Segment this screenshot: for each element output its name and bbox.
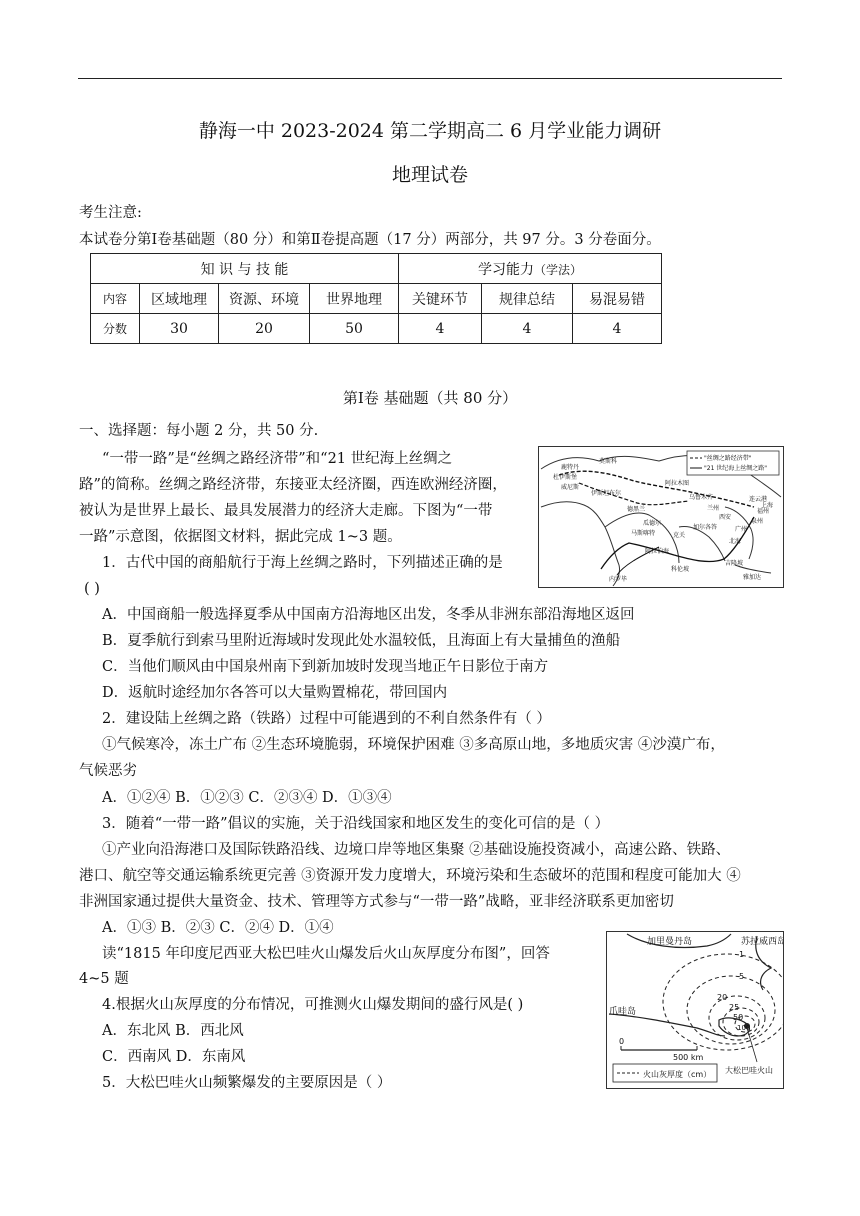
map2-place-kalimantan: 加里曼丹岛: [647, 937, 693, 947]
table-group-learning: [399, 254, 662, 284]
belt-road-map-svg: [539, 447, 783, 587]
table-row: [91, 284, 662, 314]
score-cell: 50: [310, 314, 399, 344]
q1-option-d: D．返航时途经加尔各答可以大量购置棉花，带回国内: [102, 685, 448, 701]
map2-legend: 火山灰厚度（cm）: [643, 1070, 712, 1079]
q3-items: ①产业向沿海港口及国际铁路沿线、边境口岸等地区集聚 ②基础设施投资减小，高速公路、铁路、: [102, 842, 731, 858]
score-cell: 30: [140, 314, 219, 344]
map1-place: 瓜德尔: [643, 520, 662, 527]
map1-place: 乌鲁木齐: [689, 494, 714, 501]
contour-label: 50: [733, 1013, 744, 1022]
scale-zero: 0: [619, 1037, 625, 1046]
contour-label: 25: [729, 1003, 740, 1012]
header-rule: [78, 78, 782, 79]
q1-option-a: A．中国商船一般选择夏季从中国南方沿海地区出发，冬季从非洲东部沿海地区返回: [102, 607, 635, 623]
passage1-line: “一带一路”是“丝绸之路经济带”和“21 世纪海上丝绸之: [102, 451, 453, 467]
q4-stem: 4.根据火山灰厚度的分布情况，可推测火山爆发期间的盛行风是( ): [102, 997, 524, 1013]
exam-title: 静海一中 2023-2024 第二学期高二 6 月学业能力调研: [198, 120, 662, 142]
q4-options: A．东北风 B．西北风: [102, 1023, 244, 1039]
map1-place: 伊斯坦布尔: [591, 490, 622, 497]
contour-label: 5: [739, 972, 745, 981]
passage2-line: 读“1815 年印度尼西亚大松巴哇火山爆发后火山灰厚度分布图”，回答: [102, 946, 550, 962]
q1-stem: 1．古代中国的商船航行于海上丝绸之路时，下列描述正确的是: [102, 555, 503, 571]
map1-place: 上海: [761, 502, 774, 509]
map1-place: 西安: [719, 514, 732, 521]
volcanic-ash-map: [606, 931, 784, 1089]
group-learning-label: 学习能力: [477, 261, 534, 278]
row-label-content: 内容: [91, 284, 140, 314]
notice-label: 考生注意:: [79, 205, 142, 221]
map1-place: 雅加达: [743, 574, 762, 581]
map1-place: 威尼斯: [561, 484, 580, 491]
q2-options: A．①②④ B．①②③ C．②③④ D．①③④: [102, 790, 392, 806]
map1-place: 加尔各答: [693, 524, 718, 531]
scale-500km: 500 km: [673, 1053, 704, 1062]
q3-stem: 3．随着“一带一路”倡议的实施，关于沿线国家和地区发生的变化可信的是（ ）: [102, 816, 610, 832]
contour-label: 1: [739, 950, 745, 959]
q1-blank: ( ): [84, 581, 100, 597]
section-heading: 一、选择题：每小题 2 分，共 50 分.: [79, 423, 319, 439]
score-cell: 20: [219, 314, 310, 344]
map1-place: 马斯喀特: [631, 530, 656, 537]
map1-place: 福州: [757, 508, 770, 515]
score-cell: 4: [482, 314, 573, 344]
header-cell: 关键环节: [399, 284, 482, 314]
exam-subtitle: 地理试卷: [391, 164, 468, 186]
map1-legend-sea: "21 世纪海上丝绸之路": [704, 465, 768, 472]
q5-stem: 5．大松巴哇火山频繁爆发的主要原因是（ ）: [102, 1075, 392, 1091]
map1-place: 阿拉木图: [665, 480, 690, 487]
passage1-line: 路”的简称。丝绸之路经济带，东接亚太经济圈，西连欧洲经济圈，: [79, 477, 507, 493]
map1-place: 内罗毕: [609, 576, 628, 583]
contour-label: 20: [717, 993, 728, 1002]
q3-options: A．①③ B．②③ C．②④ D．①④: [102, 920, 334, 936]
header-cell: 区域地理: [140, 284, 219, 314]
map1-place: 鹿特丹: [561, 464, 580, 471]
q2-items: ①气候寒冷，冻土广布 ②生态环境脆弱，环境保护困难 ③多高原山地，多地质灾害 ④沙漠广布，: [102, 737, 725, 753]
map1-legend-land: "丝绸之路经济带": [704, 455, 752, 462]
contour-label: 100: [737, 1024, 751, 1032]
section-title: 第Ⅰ卷 基础题（共 80 分）: [342, 389, 518, 407]
table-row: [91, 314, 662, 344]
q1-option-b: B．夏季航行到索马里附近海域时发现此处水温较低，且海面上有大量捕鱼的渔船: [102, 633, 621, 649]
map1-place: 吉隆坡: [725, 560, 744, 567]
map1-place: 克关: [673, 532, 686, 539]
header-cell: 资源、环境: [219, 284, 310, 314]
q2-stem: 2．建设陆上丝绸之路（铁路）过程中可能遇到的不利自然条件有（ ）: [102, 711, 551, 727]
passage1-line: 一路”示意图，依据图文材料，据此完成 1~3 题。: [79, 529, 402, 545]
map1-place: 兰州: [707, 505, 720, 512]
volcanic-ash-map-svg: [607, 932, 783, 1088]
map1-place: 莫斯科: [599, 458, 618, 465]
q3-items: 非洲国家通过提供大量资金、技术、管理等方式参与“一带一路”战略，亚非经济联系更加密切: [79, 894, 674, 910]
table-group-knowledge: 知 识 与 技 能: [91, 254, 399, 284]
table-row: [91, 254, 662, 284]
header-cell: 易混易错: [573, 284, 662, 314]
passage2-line: 4~5 题: [79, 971, 129, 987]
header-cell: 世界地理: [310, 284, 399, 314]
map1-place: 杜伊斯堡: [553, 474, 578, 481]
map1-place: 德黑兰: [627, 506, 646, 513]
score-cell: 4: [399, 314, 482, 344]
group-learning-note: （学法）: [533, 262, 582, 277]
map1-place: 北海: [729, 538, 742, 545]
score-cell: 4: [573, 314, 662, 344]
q2-items-cont: 气候恶劣: [79, 763, 137, 779]
notice-text: 本试卷分第Ⅰ卷基础题（80 分）和第Ⅱ卷提高题（17 分）两部分，共 97 分。3 分卷面分。: [79, 232, 661, 248]
map1-place: 泉州: [751, 518, 764, 525]
map1-place: 广州: [735, 526, 748, 533]
map2-place-tambora: 大松巴哇火山: [725, 1066, 773, 1075]
map1-place: 科伦坡: [671, 566, 690, 573]
row-label-score: 分数: [91, 314, 140, 344]
map1-place: 连云港: [749, 496, 768, 503]
q3-items: 港口、航空等交通运输系统更完善 ③资源开发力度增大，环境污染和生态破坏的范围和程度可能加大 ④: [79, 868, 741, 884]
passage1-line: 被认为是世界上最长、最具发展潜力的经济大走廊。下图为“一带: [79, 503, 493, 519]
map2-place-sulawesi: 苏拉威西岛: [741, 937, 783, 947]
map2-place-java: 爪哇岛: [609, 1007, 637, 1017]
score-table: [90, 253, 662, 344]
header-cell: 规律总结: [482, 284, 573, 314]
q1-option-c: C．当他们顺风由中国泉州南下到新加坡时发现当地正午日影位于南方: [102, 659, 549, 675]
map1-place: 阿拉伯海: [645, 548, 670, 555]
belt-road-map: [538, 446, 784, 588]
q4-options: C．西南风 D．东南风: [102, 1049, 246, 1065]
